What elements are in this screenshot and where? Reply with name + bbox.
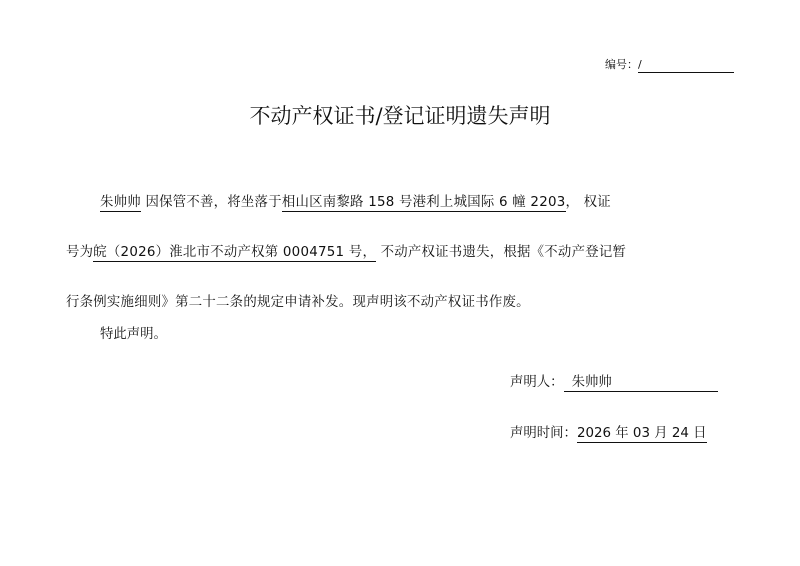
body-text-4: 不动产权证书遗失，根据《不动产登记暂	[380, 245, 627, 260]
serial-label: 编号：	[605, 58, 638, 71]
body-line-1	[66, 178, 736, 228]
document-title: 不动产权证书/登记证明遗失声明	[249, 104, 551, 128]
declarant-name: 朱帅帅	[100, 195, 141, 210]
date-label: 声明时间：	[510, 426, 577, 441]
declaration-body	[66, 178, 736, 328]
body-text-1: 因保管不善，将坐落于	[145, 195, 282, 210]
property-location: 相山区南黎路 158 号港利上城国际 6 幢 2203	[281, 195, 566, 210]
declaration-date: 2026 年 03 月 24 日	[576, 426, 707, 441]
body-text-2: ， 权证	[565, 195, 611, 210]
declarant-signature: 朱帅帅	[564, 375, 718, 392]
declarant-signature-row	[510, 373, 718, 393]
serial-value: /	[638, 58, 734, 73]
declaration-date-row	[510, 424, 707, 444]
body-line-3: 行条例实施细则》第二十二条的规定申请补发。现声明该不动产权证书作废。	[66, 295, 530, 310]
serial-number	[605, 57, 734, 73]
declarant-label: 声明人：	[510, 375, 564, 390]
body-line-2	[66, 228, 736, 278]
certificate-number: 皖（2026）淮北市不动产权第 0004751 号，	[93, 245, 377, 260]
body-text-3: 号为	[66, 245, 94, 260]
closing-statement: 特此声明。	[100, 327, 167, 342]
